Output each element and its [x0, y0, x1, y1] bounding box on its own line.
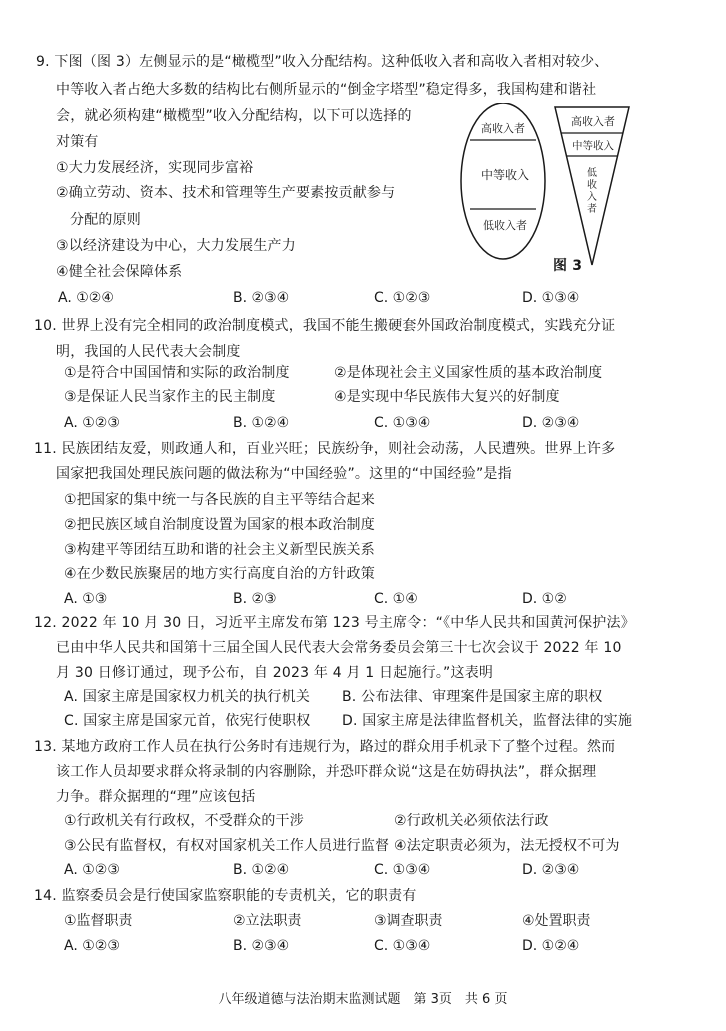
q13-statement-1: ①行政机关有行政权，不受群众的干涉	[64, 813, 304, 829]
q11-line-1: 11. 民族团结友爱，则政通人和，百业兴旺；民族纷争，则社会动荡，人民遭殃。世界上许多	[34, 441, 616, 457]
q14-statement-2: ②立法职责	[233, 913, 302, 929]
q9-option-b[interactable]: B. ②③④	[233, 290, 290, 306]
q9-statement-2: ②确立劳动、资本、技术和管理等生产要素按贡献参与	[56, 185, 396, 201]
q14-option-c[interactable]: C. ①③④	[374, 938, 431, 954]
pyramid-label-middle: 中等收入	[572, 140, 614, 152]
pyramid-label-low-3: 入	[587, 192, 597, 203]
income-structure-figure	[455, 103, 635, 278]
q11-statement-1: ①把国家的集中统一与各民族的自主平等结合起来	[64, 492, 375, 508]
q9-option-a[interactable]: A. ①②④	[58, 290, 114, 306]
pyramid-label-low-2: 收	[587, 180, 597, 191]
q13-line-2: 该工作人员却要求群众将录制的内容删除，并恐吓群众说“这是在妨碍执法”，群众据理	[56, 764, 597, 780]
q12-choice-d[interactable]: D. 国家主席是法律监督机关，监督法律的实施	[342, 713, 633, 729]
q11-line-2: 国家把我国处理民族问题的做法称为“中国经验”。这里的“中国经验”是指	[56, 466, 512, 482]
q14-line-1: 14. 监察委员会是行使国家监察职能的专责机关，它的职责有	[34, 888, 417, 904]
q11-statement-3: ③构建平等团结互助和谐的社会主义新型民族关系	[64, 542, 375, 558]
q11-option-c[interactable]: C. ①④	[374, 591, 418, 607]
q10-statement-3: ③是保证人民当家作主的民主制度	[64, 389, 276, 405]
q9-statement-1: ①大力发展经济，实现同步富裕	[56, 160, 254, 176]
q10-statement-1: ①是符合中国国情和实际的政治制度	[64, 365, 290, 381]
q10-line-2: 明，我国的人民代表大会制度	[56, 344, 241, 360]
q14-option-b[interactable]: B. ②③④	[233, 938, 290, 954]
q13-statement-2: ②行政机关必须依法行政	[394, 813, 549, 829]
q9-line-3: 会，就必须构建“橄榄型”收入分配结构，以下可以选择的	[56, 108, 412, 124]
q12-line-2: 已由中华人民共和国第十三届全国人民代表大会常务委员会第三十七次会议于 2022 年 10	[56, 640, 622, 656]
page-footer: 八年级道德与法治期末监测试题 第 3页 共 6 页	[218, 992, 508, 1007]
olive-label-high: 高收入者	[481, 122, 525, 135]
q9-statement-2-cont: 分配的原则	[70, 212, 141, 228]
q12-line-1: 12. 2022 年 10 月 30 日，习近平主席发布第 123 号主席令：“《中华人民共和国黄河保护法》	[34, 615, 635, 631]
olive-label-middle: 中等收入	[480, 168, 530, 182]
q13-statement-4: ④法定职责必须为，法无授权不可为	[394, 838, 620, 854]
pyramid-label-low-4: 者	[587, 204, 597, 215]
q11-option-a[interactable]: A. ①③	[64, 591, 108, 607]
q12-choice-a[interactable]: A. 国家主席是国家权力机关的执行机关	[64, 689, 311, 705]
q14-statement-4: ④处置职责	[522, 913, 591, 929]
q14-option-a[interactable]: A. ①②③	[64, 938, 120, 954]
q14-statement-3: ③调查职责	[374, 913, 443, 929]
q10-statement-2: ②是体现社会主义国家性质的基本政治制度	[334, 365, 603, 381]
q13-option-b[interactable]: B. ①②④	[233, 862, 290, 878]
q13-line-3: 力争。群众据理的“理”应该包括	[56, 789, 256, 805]
q12-choice-c[interactable]: C. 国家主席是国家元首，依宪行使职权	[64, 713, 311, 729]
pyramid-label-high: 高收入者	[571, 115, 615, 128]
q9-line-1: 9. 下图（图 3）左侧显示的是“橄榄型”收入分配结构。这种低收入者和高收入者相对较少、	[36, 54, 609, 70]
q9-statement-3: ③以经济建设为中心，大力发展生产力	[56, 238, 296, 254]
q10-option-c[interactable]: C. ①③④	[374, 415, 431, 431]
q12-line-3: 月 30 日修订通过，现予公布，自 2023 年 4 月 1 日起施行。”这表明	[56, 665, 494, 681]
q11-option-d[interactable]: D. ①②	[522, 591, 567, 607]
q10-option-d[interactable]: D. ②③④	[522, 415, 580, 431]
q9-statement-4: ④健全社会保障体系	[56, 264, 183, 280]
q11-statement-2: ②把民族区域自治制度设置为国家的根本政治制度	[64, 517, 375, 533]
q9-option-c[interactable]: C. ①②③	[374, 290, 431, 306]
olive-label-low: 低收入者	[483, 219, 527, 232]
q9-option-d[interactable]: D. ①③④	[522, 290, 580, 306]
q11-statement-4: ④在少数民族聚居的地方实行高度自治的方针政策	[64, 566, 375, 582]
q10-line-1: 10. 世界上没有完全相同的政治制度模式，我国不能生搬硬套外国政治制度模式，实践充分证	[34, 318, 616, 334]
q13-line-1: 13. 某地方政府工作人员在执行公务时有违规行为，路过的群众用手机录下了整个过程。然而	[34, 739, 616, 755]
q13-statement-3: ③公民有监督权，有权对国家机关工作人员进行监督	[64, 838, 390, 854]
figure-caption: 图 3	[553, 258, 583, 274]
q10-statement-4: ④是实现中华民族伟大复兴的好制度	[334, 389, 560, 405]
q9-line-4: 对策有	[56, 134, 99, 150]
q13-option-d[interactable]: D. ②③④	[522, 862, 580, 878]
q10-option-a[interactable]: A. ①②③	[64, 415, 120, 431]
q14-statement-1: ①监督职责	[64, 913, 133, 929]
q12-choice-b[interactable]: B. 公布法律、审理案件是国家主席的职权	[342, 689, 603, 705]
q10-option-b[interactable]: B. ①②④	[233, 415, 290, 431]
pyramid-label-low-1: 低	[587, 168, 597, 179]
q13-option-a[interactable]: A. ①②③	[64, 862, 120, 878]
q9-line-2: 中等收入者占绝大多数的结构比右侧所显示的“倒金字塔型”稳定得多，我国构建和谐社	[56, 82, 597, 98]
q11-option-b[interactable]: B. ②③	[233, 591, 277, 607]
q13-option-c[interactable]: C. ①③④	[374, 862, 431, 878]
q14-option-d[interactable]: D. ①②④	[522, 938, 580, 954]
